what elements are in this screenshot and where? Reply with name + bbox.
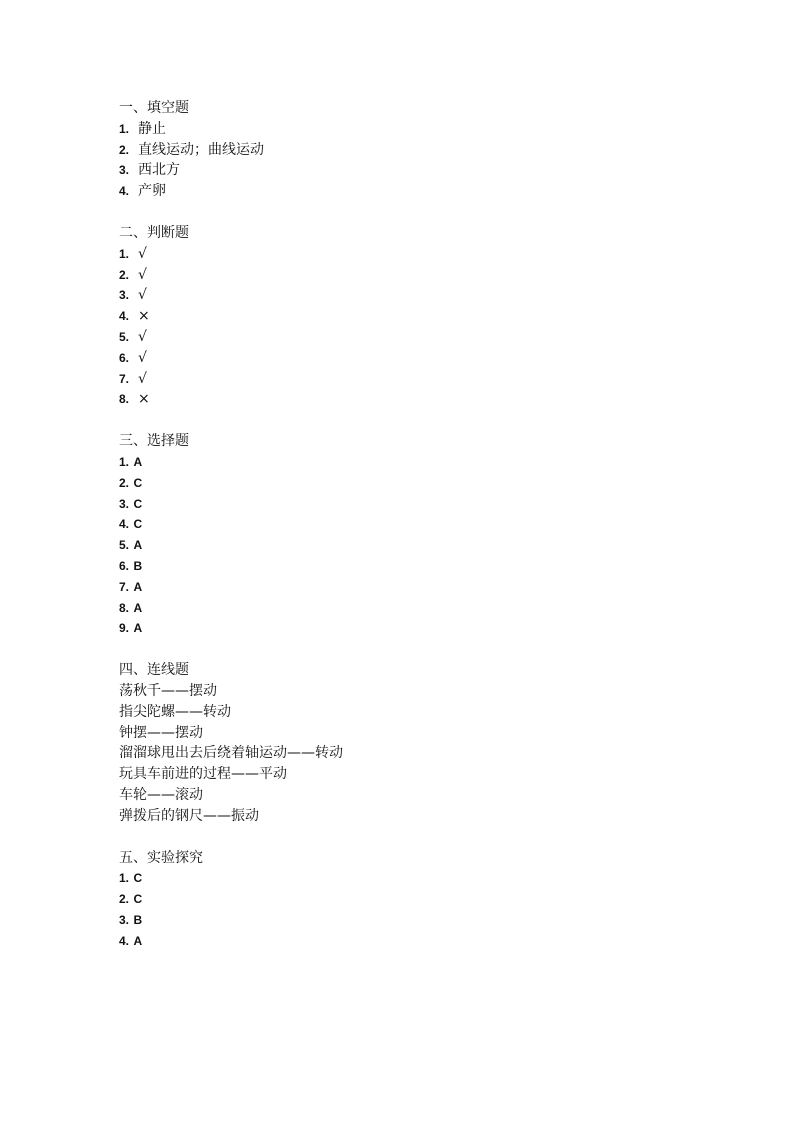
item-number: 4. xyxy=(119,517,130,532)
item-number: 8. xyxy=(119,600,130,615)
section-experiment xyxy=(119,848,719,952)
answer-item xyxy=(119,910,719,931)
answer-item xyxy=(119,119,719,140)
item-number: 8. xyxy=(119,392,130,407)
answer-item xyxy=(119,889,719,910)
item-answer: C xyxy=(133,517,143,532)
item-answer: A xyxy=(133,621,143,636)
item-number: 3. xyxy=(119,288,130,303)
item-number: 5. xyxy=(119,329,130,344)
matching-pair: 溜溜球甩出去后绕着轴运动——转动 xyxy=(119,745,343,762)
answer-item xyxy=(119,494,719,515)
section-true-false xyxy=(119,223,719,410)
item-number: 6. xyxy=(119,350,130,365)
item-number: 3. xyxy=(119,163,130,178)
answer-item xyxy=(119,618,719,639)
section-title: 二、判断题 xyxy=(119,224,189,241)
item-number: 6. xyxy=(119,558,130,573)
answer-item xyxy=(119,369,719,390)
answer-item xyxy=(119,598,719,619)
answer-item xyxy=(119,473,719,494)
section-title: 五、实验探究 xyxy=(119,849,203,866)
item-answer: √ xyxy=(138,370,147,387)
item-number: 1. xyxy=(119,246,130,261)
item-answer: A xyxy=(133,454,143,469)
item-number: 3. xyxy=(119,496,130,511)
matching-pair: 荡秋千——摆动 xyxy=(119,682,217,699)
item-answer: √ xyxy=(138,349,147,366)
matching-pair: 指尖陀螺——转动 xyxy=(119,703,231,720)
item-answer: B xyxy=(133,912,143,927)
item-answer: × xyxy=(138,308,150,325)
answer-item xyxy=(119,868,719,889)
item-number: 4. xyxy=(119,933,130,948)
answer-item xyxy=(119,285,719,306)
item-number: 4. xyxy=(119,184,130,199)
item-answer: √ xyxy=(138,266,147,283)
answer-item xyxy=(119,160,719,181)
item-answer: √ xyxy=(138,245,147,262)
answer-item xyxy=(119,389,719,410)
item-answer: 静止 xyxy=(138,120,166,137)
item-answer: √ xyxy=(138,287,147,304)
answer-sheet xyxy=(119,98,719,972)
item-number: 2. xyxy=(119,267,130,282)
item-number: 2. xyxy=(119,475,130,490)
item-answer: 西北方 xyxy=(138,162,180,179)
section-multiple-choice xyxy=(119,431,719,639)
item-number: 3. xyxy=(119,912,130,927)
item-number: 7. xyxy=(119,579,130,594)
item-answer: A xyxy=(133,933,143,948)
item-answer: A xyxy=(133,538,143,553)
item-answer: A xyxy=(133,579,143,594)
answer-item xyxy=(119,514,719,535)
answer-item xyxy=(119,306,719,327)
item-number: 4. xyxy=(119,309,130,324)
section-fill-in-blank xyxy=(119,98,719,202)
matching-pair: 钟摆——摆动 xyxy=(119,724,203,741)
answer-item xyxy=(119,244,719,265)
answer-item xyxy=(119,181,719,202)
item-answer: B xyxy=(133,558,143,573)
item-answer: 直线运动；曲线运动 xyxy=(138,141,264,158)
item-answer: A xyxy=(133,600,143,615)
item-number: 1. xyxy=(119,454,130,469)
item-number: 1. xyxy=(119,121,130,136)
item-number: 9. xyxy=(119,621,130,636)
answer-item xyxy=(119,577,719,598)
item-number: 5. xyxy=(119,538,130,553)
item-answer: C xyxy=(133,892,143,907)
answer-item xyxy=(119,348,719,369)
answer-item xyxy=(119,931,719,952)
section-matching xyxy=(119,660,719,826)
item-number: 1. xyxy=(119,871,130,886)
answer-item xyxy=(119,452,719,473)
section-title: 一、填空题 xyxy=(119,100,189,116)
item-number: 7. xyxy=(119,371,130,386)
section-title: 四、连线题 xyxy=(119,662,189,679)
answer-item xyxy=(119,535,719,556)
answer-item xyxy=(119,327,719,348)
item-answer: × xyxy=(138,391,150,408)
matching-pair: 玩具车前进的过程——平动 xyxy=(119,766,287,783)
matching-pair: 车轮——滚动 xyxy=(119,786,203,803)
answer-item xyxy=(119,556,719,577)
item-answer: √ xyxy=(138,328,147,345)
item-number: 2. xyxy=(119,892,130,907)
item-number: 2. xyxy=(119,142,130,157)
answer-item xyxy=(119,265,719,286)
matching-pair: 弹拨后的钢尺——振动 xyxy=(119,807,259,824)
item-answer: C xyxy=(133,871,143,886)
item-answer: C xyxy=(133,496,143,511)
item-answer: C xyxy=(133,475,143,490)
answer-item xyxy=(119,140,719,161)
section-title: 三、选择题 xyxy=(119,433,189,450)
item-answer: 产卵 xyxy=(138,183,166,200)
